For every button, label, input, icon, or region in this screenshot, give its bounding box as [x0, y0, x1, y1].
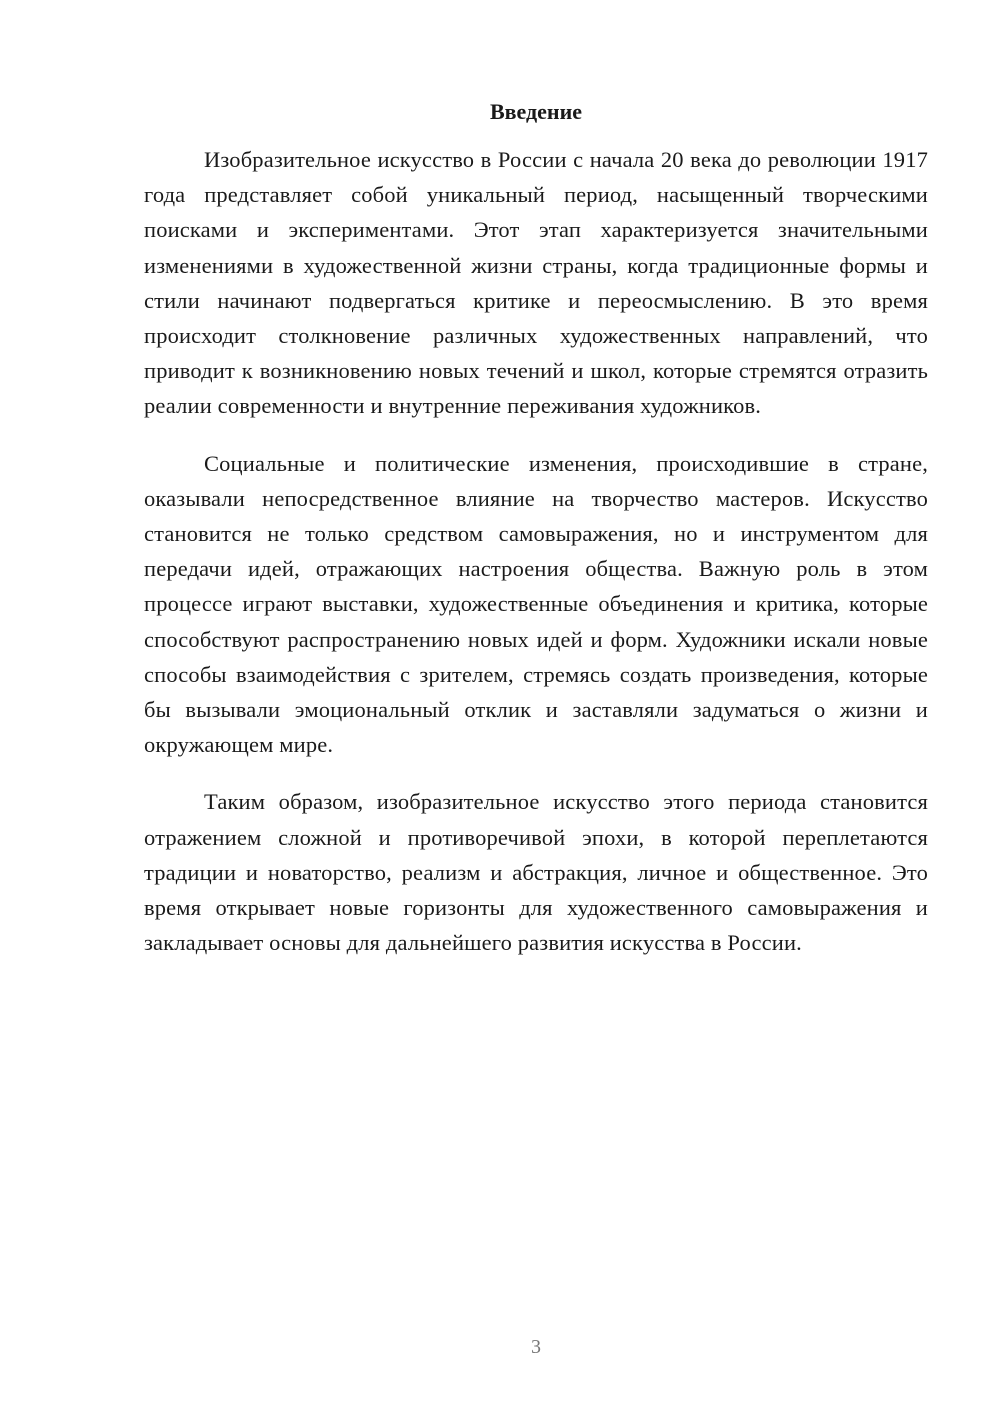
body-text: [144, 142, 928, 982]
paragraph-2: Социальные и политические изменения, происходившие в стране, оказывали непосредственное влияние на творчество мастеров. Искусство становится не только средством самовыражения, но и инструментом для передачи идей, отражающих настроения общества. Важную роль в этом процессе играют выставки, художественные объединения и критика, которые способствуют распространению новых идей и форм. Художники искали новые способы взаимодействия с зрителем, стремясь создать произведения, которые бы вызывали эмоциональный отклик и заставляли задуматься о жизни и окружающем мире.: [144, 450, 928, 758]
paragraph-1: Изобразительное искусство в России с начала 20 века до революции 1917 года представляет собой уникальный период, насыщенный творческими поисками и экспериментами. Этот этап характеризуется значительными изменениями в художественной жизни страны, когда традиционные формы и стили начинают подвергаться критике и переосмыслению. В это время происходит столкновение различных художественных направлений, что приводит к возникновению новых течений и школ, которые стремятся отразить реалии современности и внутренние переживания художников.: [144, 147, 928, 419]
section-heading: Введение: [489, 99, 583, 124]
paragraph-3: Таким образом, изобразительное искусство этого периода становится отражением сложной и противоречивой эпохи, в которой переплетаются традиции и новаторство, реализм и абстракция, личное и общественное. Это время открывает новые горизонты для художественного самовыражения и закладывает основы для дальнейшего развития искусства в России.: [144, 789, 928, 956]
page-number: 3: [531, 1336, 541, 1358]
